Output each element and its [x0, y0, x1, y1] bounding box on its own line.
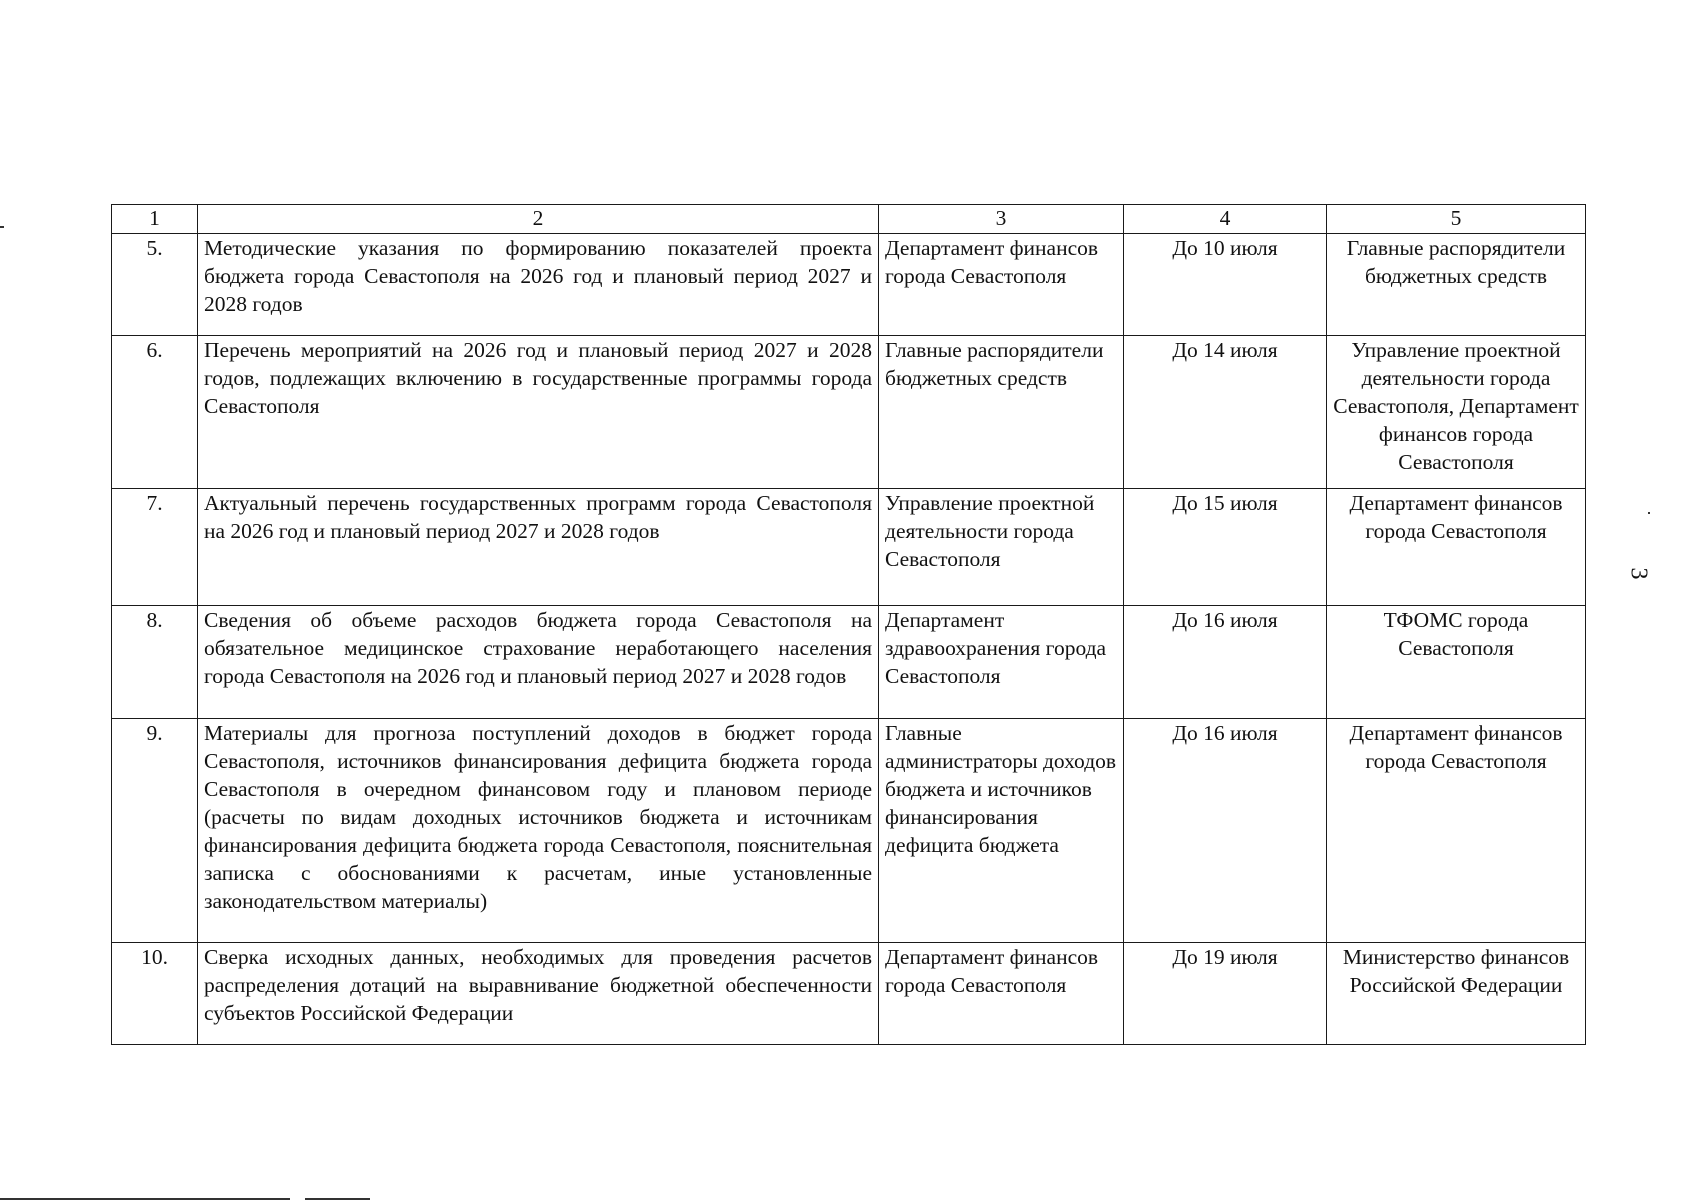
- row-description: Перечень мероприятий на 2026 год и плановый период 2027 и 2028 годов, подлежащих включению в государственные программы города Севастополя: [198, 336, 879, 489]
- budget-schedule-table: [111, 204, 1586, 1045]
- row-responsible: Департамент финансов города Севастополя: [879, 943, 1124, 1045]
- column-header: 1: [112, 205, 198, 234]
- row-number: 9.: [112, 719, 198, 943]
- row-description: Материалы для прогноза поступлений доходов в бюджет города Севастополя, источников финансирования дефицита бюджета города Севастополя в очередном финансовом году и плановом периоде (расчеты по видам доходных источников бюджета и источникам финансирования дефицита бюджета города Севастополя, пояснительная записка с обоснованиями к расчетам, иные установленные законодательством материалы): [198, 719, 879, 943]
- row-responsible: Главные администраторы доходов бюджета и источников финансирования дефицита бюджета: [879, 719, 1124, 943]
- column-header: 3: [879, 205, 1124, 234]
- row-recipient: Департамент финансов города Севастополя: [1327, 489, 1586, 606]
- row-number: 5.: [112, 234, 198, 336]
- table-row: [112, 234, 1586, 336]
- scan-edge-mark: [0, 226, 4, 228]
- row-description: Актуальный перечень государственных программ города Севастополя на 2026 год и плановый период 2027 и 2028 годов: [198, 489, 879, 606]
- table-row: [112, 489, 1586, 606]
- row-deadline: До 10 июля: [1124, 234, 1327, 336]
- table-row: [112, 336, 1586, 489]
- row-deadline: До 16 июля: [1124, 606, 1327, 719]
- row-description: Методические указания по формированию показателей проекта бюджета города Севастополя на 2026 год и плановый период 2027 и 2028 годов: [198, 234, 879, 336]
- row-responsible: Управление проектной деятельности города Севастополя: [879, 489, 1124, 606]
- row-recipient: Министерство финансов Российской Федерации: [1327, 943, 1586, 1045]
- row-recipient: ТФОМС города Севастополя: [1327, 606, 1586, 719]
- row-deadline: До 14 июля: [1124, 336, 1327, 489]
- row-responsible: Департамент финансов города Севастополя: [879, 234, 1124, 336]
- scan-dot: [1648, 512, 1650, 514]
- row-number: 10.: [112, 943, 198, 1045]
- row-deadline: До 19 июля: [1124, 943, 1327, 1045]
- table-header-row: [112, 205, 1586, 234]
- row-recipient: Управление проектной деятельности города Севастополя, Департамент финансов города Севастополя: [1327, 336, 1586, 489]
- column-header: 2: [198, 205, 879, 234]
- row-recipient: Главные распорядители бюджетных средств: [1327, 234, 1586, 336]
- page-number: 3: [1625, 567, 1652, 580]
- row-responsible: Главные распорядители бюджетных средств: [879, 336, 1124, 489]
- row-recipient: Департамент финансов города Севастополя: [1327, 719, 1586, 943]
- column-header: 4: [1124, 205, 1327, 234]
- column-header: 5: [1327, 205, 1586, 234]
- row-deadline: До 15 июля: [1124, 489, 1327, 606]
- row-description: Сверка исходных данных, необходимых для проведения расчетов распределения дотаций на выравнивание бюджетной обеспеченности субъектов Российской Федерации: [198, 943, 879, 1045]
- row-number: 6.: [112, 336, 198, 489]
- row-deadline: До 16 июля: [1124, 719, 1327, 943]
- table-row: [112, 943, 1586, 1045]
- row-responsible: Департамент здравоохранения города Севастополя: [879, 606, 1124, 719]
- table-row: [112, 719, 1586, 943]
- row-description: Сведения об объеме расходов бюджета города Севастополя на обязательное медицинское страхование неработающего населения города Севастополя на 2026 год и плановый период 2027 и 2028 годов: [198, 606, 879, 719]
- table-row: [112, 606, 1586, 719]
- row-number: 7.: [112, 489, 198, 606]
- row-number: 8.: [112, 606, 198, 719]
